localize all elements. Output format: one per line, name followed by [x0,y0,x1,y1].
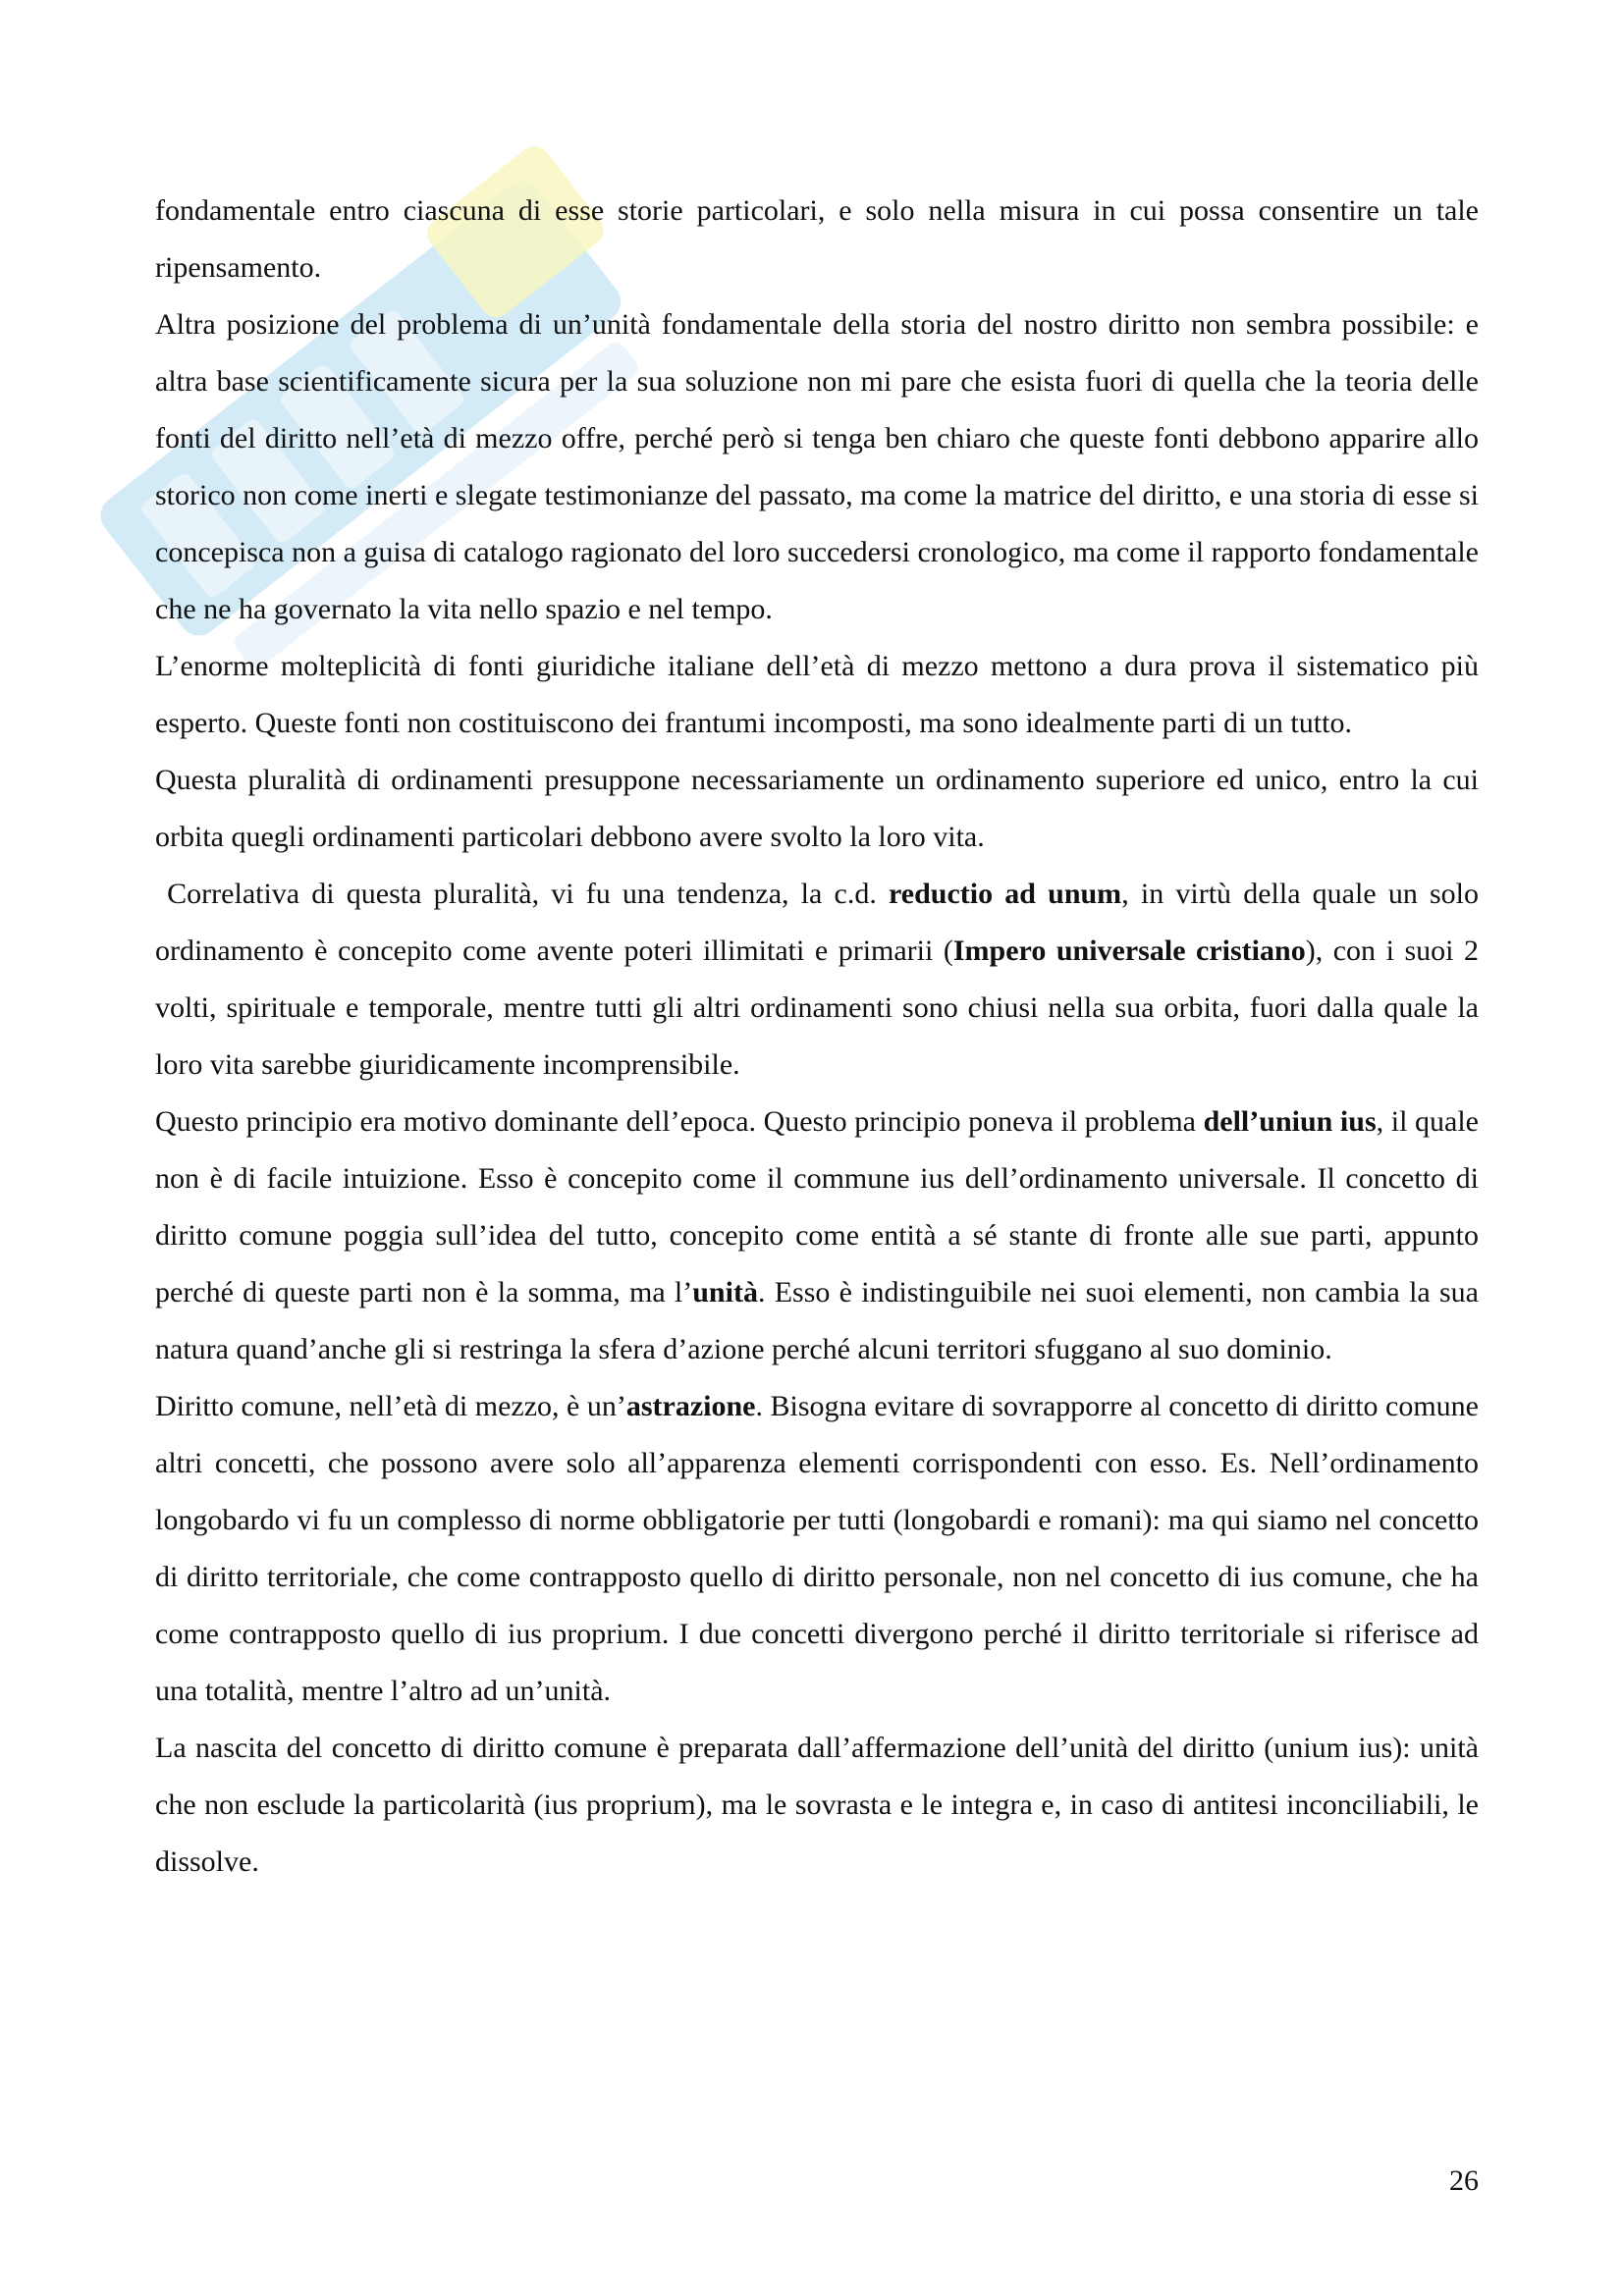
paragraph-3: L’enorme molteplicità di fonti giuridiche italiane dell’età di mezzo mettono a dura prova il sistematico più esperto. Queste fonti non costituiscono dei frantumi incomposti, ma sono idealmente parti di un tutto. [155,650,1479,739]
term-reductio-ad-unum: reductio ad unum [889,878,1122,910]
paragraph-8: La nascita del concetto di diritto comune è preparata dall’affermazione dell’unità del diritto (unium ius): unità che non esclude la particolarità (ius proprium), ma le sovrasta e le integra e, in caso di antitesi inconciliabili, le dissolve. [155,1732,1479,1878]
paragraph-2: Altra posizione del problema di un’unità fondamentale della storia del nostro diritto non sembra possibile: e altra base scientificamente sicura per la sua soluzione non mi pare che esista fuori di quella che la teoria delle fonti del diritto nell’età di mezzo offre, perché però si tenga ben chiaro che queste fonti debbono apparire allo storico non come inerti e slegate testimonianze del passato, ma come la matrice del diritto, e una storia di esse si concepisca non a guisa di catalogo ragionato del loro succedersi cronologico, ma come il rapporto fondamentale che ne ha governato la vita nello spazio e nel tempo. [155,308,1479,625]
paragraph-1: fondamentale entro ciascuna di esse storie particolari, e solo nella misura in cui possa consentire un tale ripensamento. [155,194,1479,284]
page-number: 26 [1449,2164,1479,2197]
term-unita: unità [692,1276,758,1308]
document-body [155,183,1479,1891]
paragraph-7: Diritto comune, nell’età di mezzo, è un’astrazione. Bisogna evitare di sovrapporre al concetto di diritto comune altri concetti, che possono avere solo all’apparenza elementi corrispondenti con esso. Es. Nell’ordinamento longobardo vi fu un complesso di norme obbligatorie per tutti (longobardi e romani): ma qui siamo nel concetto di diritto territoriale, che come contrapposto quello di diritto personale, non nel concetto di ius comune, che ha come contrapposto quello di ius proprium. I due concetti divergono perché il diritto territoriale si riferisce ad una totalità, mentre l’altro ad un’unità. [155,1390,1479,1707]
paragraph-6: Questo principio era motivo dominante dell’epoca. Questo principio poneva il problema dell’uniun ius, il quale non è di facile intuizione. Esso è concepito come il commune ius dell’ordinamento universale. Il concetto di diritto comune poggia sull’idea del tutto, concepito come entità a sé stante di fronte alle sue parti, appunto perché di queste parti non è la somma, ma l’unità. Esso è indistinguibile nei suoi elementi, non cambia la sua natura quand’anche gli si restringa la sfera d’azione perché alcuni territori sfuggano al suo dominio. [155,1105,1479,1365]
term-uniun-ius: dell’uniun ius [1203,1105,1377,1138]
term-impero-universale-cristiano: Impero universale cristiano [952,934,1306,967]
term-astrazione: astrazione [625,1390,756,1422]
paragraph-4: Questa pluralità di ordinamenti presuppone necessariamente un ordinamento superiore ed unico, entro la cui orbita quegli ordinamenti particolari debbono avere svolto la loro vita. [155,764,1479,853]
paragraph-5: Correlativa di questa pluralità, vi fu una tendenza, la c.d. reductio ad unum, in virtù della quale un solo ordinamento è concepito come avente poteri illimitati e primarii (Impero universale cristiano), con i suoi 2 volti, spirituale e temporale, mentre tutti gli altri ordinamenti sono chiusi nella sua orbita, fuori dalla quale la loro vita sarebbe giuridicamente incomprensibile. [155,878,1480,1081]
